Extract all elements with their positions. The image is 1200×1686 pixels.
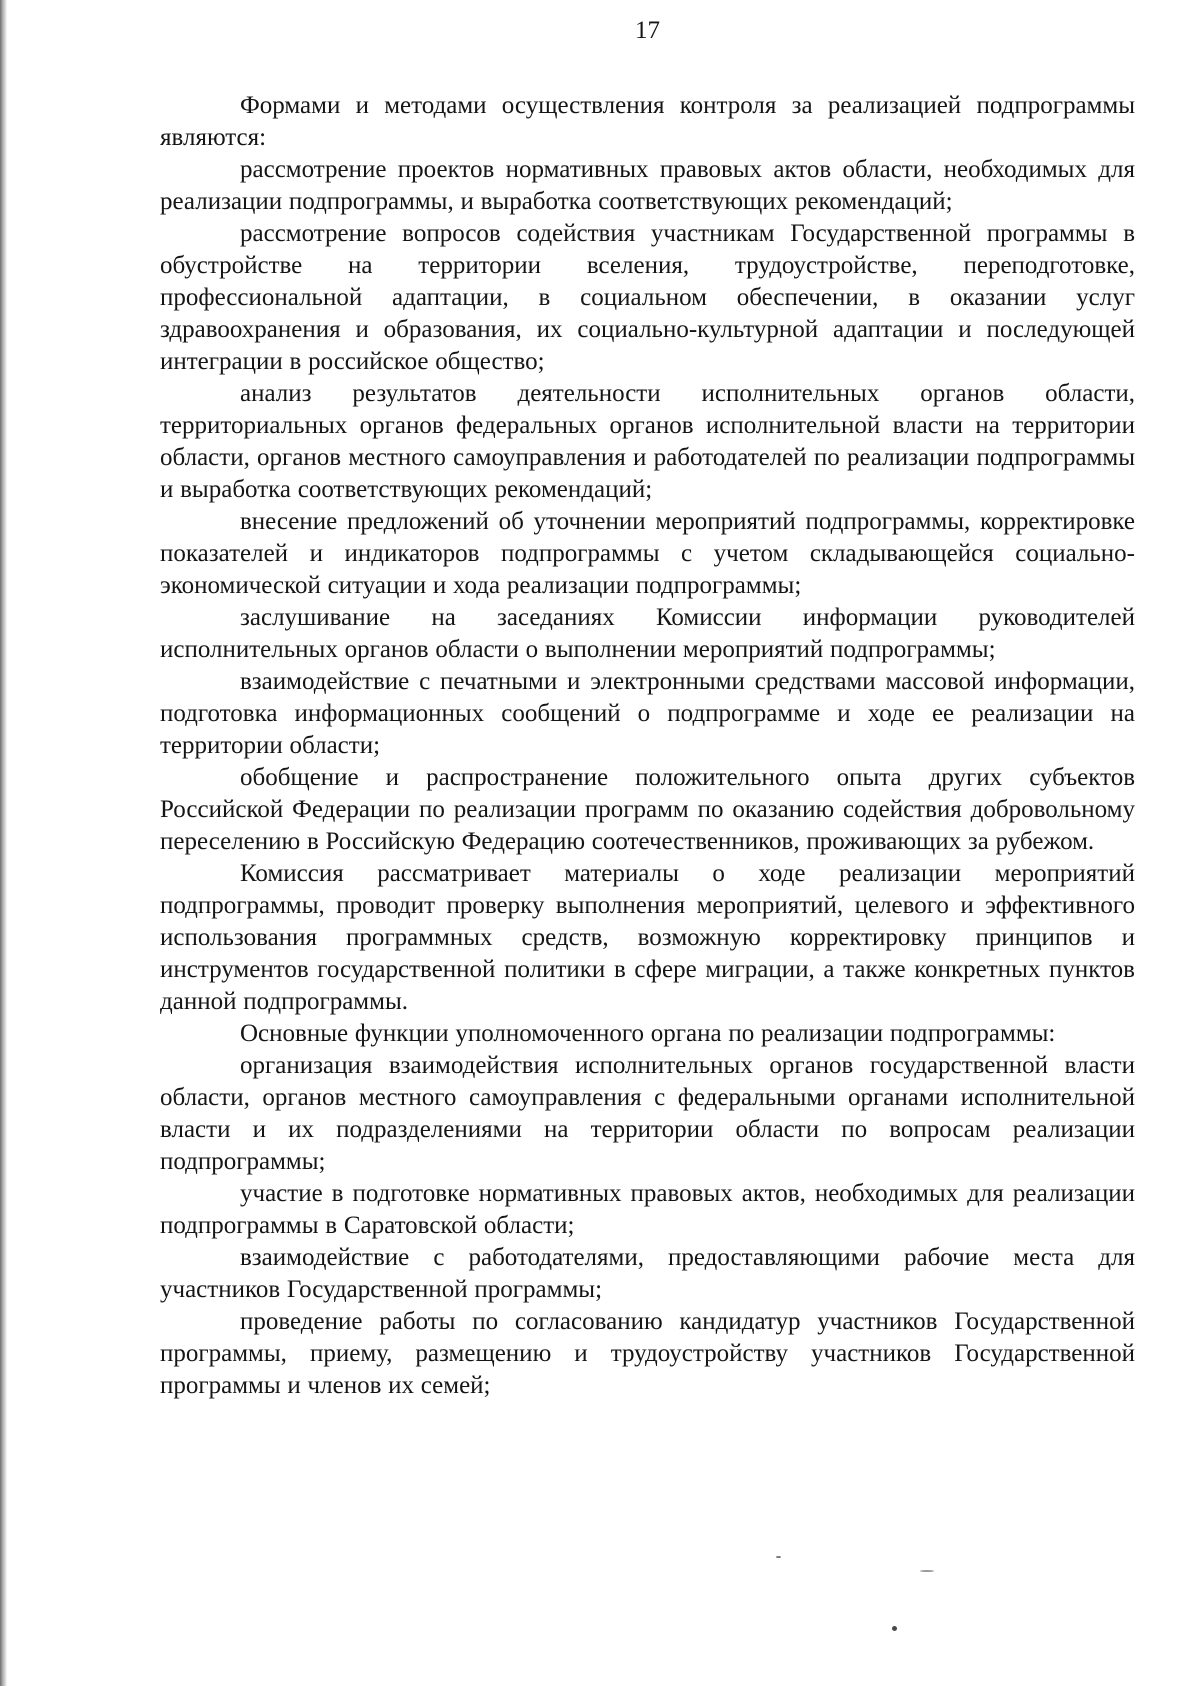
scan-speck [892, 1626, 897, 1631]
paragraph-proposals: внесение предложений об уточнении мероприятий подпрограммы, корректировке показателей и индикаторов подпрограммы с учетом складывающейся социально-экономической ситуации и хода реализации подпрограммы; [160, 508, 1135, 599]
paragraph-main-functions: Основные функции уполномоченного органа по реализации подпрограммы: [240, 1020, 1056, 1047]
scan-edge-shadow [0, 0, 7, 1686]
paragraph-hearings: заслушивание на заседаниях Комиссии информации руководителей исполнительных органов области о выполнении мероприятий подпрограммы; [160, 604, 1135, 663]
paragraph-employers: взаимодействие с работодателями, предоставляющими рабочие места для участников Государственной программы; [160, 1244, 1135, 1303]
page-number: 17 [635, 17, 660, 44]
paragraph-review-legal-acts: рассмотрение проектов нормативных правовых актов области, необходимых для реализации подпрограммы, и выработка соответствующих рекомендаций; [160, 156, 1135, 215]
paragraph-analysis: анализ результатов деятельности исполнительных органов области, территориальных органов федеральных органов исполнительной власти на территории области, органов местного самоуправления и работодателей по реализации подпрограммы и выработка соответствующих рекомендаций; [160, 380, 1135, 503]
paragraph-control-forms: Формами и методами осуществления контроля за реализацией подпрограммы являются: [160, 92, 1135, 151]
paragraph-coordination: организация взаимодействия исполнительных органов государственной власти области, органов местного самоуправления с федеральными органами исполнительной власти и их подразделениями на территории области по вопросам реализации подпрограммы; [160, 1052, 1135, 1175]
paragraph-media: взаимодействие с печатными и электронными средствами массовой информации, подготовка информационных сообщений о подпрограмме и ходе ее реализации на территории области; [160, 668, 1135, 759]
paragraph-candidates: проведение работы по согласованию кандидатур участников Государственной программы, приему, размещению и трудоустройству участников Государственной программы и членов их семей; [160, 1308, 1135, 1399]
document-page [160, 0, 1135, 1686]
scan-speck [776, 1556, 781, 1558]
paragraph-commission: Комиссия рассматривает материалы о ходе реализации мероприятий подпрограммы, проводит проверку выполнения мероприятий, целевого и эффективного использования программных средств, возможную корректировку принципов и инструментов государственной политики в сфере миграции, а также конкретных пунктов данной подпрограммы. [160, 860, 1135, 1015]
scan-speck [920, 1570, 934, 1572]
paragraph-review-assistance: рассмотрение вопросов содействия участникам Государственной программы в обустройстве на территории вселения, трудоустройстве, переподготовке, профессиональной адаптации, в социальном обеспечении, в оказании услуг здравоохранения и образования, их социально-культурной адаптации и последующей интеграции в российское общество; [160, 220, 1135, 375]
paragraph-legal-acts-preparation: участие в подготовке нормативных правовых актов, необходимых для реализации подпрограммы в Саратовской области; [160, 1180, 1135, 1239]
paragraph-experience: обобщение и распространение положительного опыта других субъектов Российской Федерации по реализации программ по оказанию содействия добровольному переселению в Российскую Федерацию соотечественников, проживающих за рубежом. [160, 764, 1135, 855]
document-body [160, 90, 1135, 1402]
